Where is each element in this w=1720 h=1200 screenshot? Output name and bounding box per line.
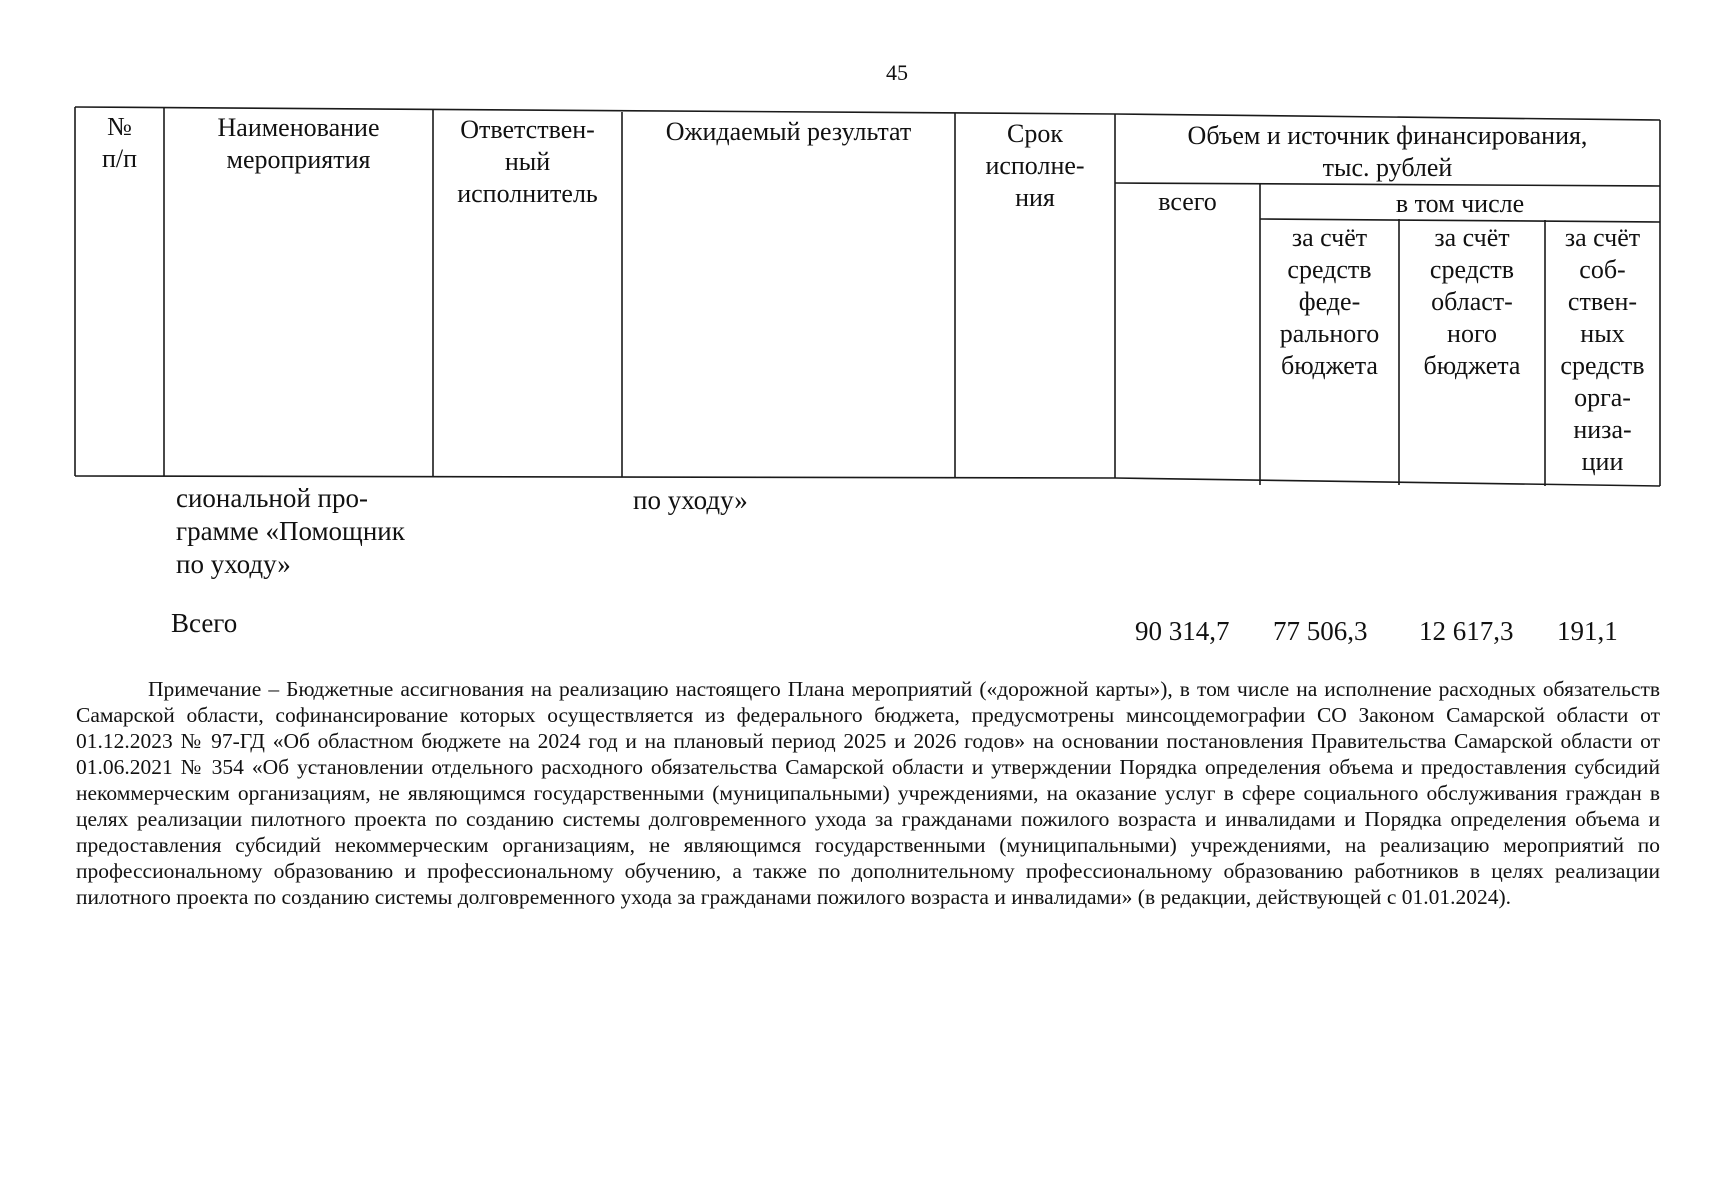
header-funding: Объем и источник финансирования, тыс. рублей	[1187, 121, 1588, 182]
budget-note: Примечание – Бюджетные ассигнования на реализацию настоящего Плана мероприятий («дорожной карты»), в том числе на исполнение расходных обязательств Самарской области, софинансирование которых осуществляется из федерального бюджета, предусмотрены минсоцдемографии СО Законом Самарской области от 01.12.2023 № 97-ГД «Об областном бюджете на 2024 год и на плановый период 2025 и 2026 годов» на основании постановления Правительства Самарской области от 01.06.2021 № 354 «Об установлении отдельного расходного обязательства Самарской области и утверждении Порядка определения объема и предоставления субсидий некоммерческим организациям, не являющимся государственными (муниципальными) учреждениями, на оказание услуг в сфере социального обслуживания граждан в целях реализации пилотного проекта по созданию системы долговременного ухода за гражданами пожилого возраста и инвалидами и Порядка определения объема и предоставления субсидий некоммерческим организациям, не являющимся государственными (муниципальными) учреждениями, на реализацию мероприятий по профессиональному образованию и профессиональному обучению, а также по дополнительному профессиональному образованию работников в целях реализации пилотного проекта по созданию системы долговременного ухода за гражданами пожилого возраста и инвалидами» (в редакции, действующей с 01.01.2024).	[76, 677, 1660, 909]
header-federal-budget: за счёт средств феде- рального бюджета	[1279, 223, 1380, 380]
header-own-funds: за счёт соб- ствен- ных средств орга- низа- ции	[1560, 223, 1645, 476]
header-total: всего	[1158, 187, 1217, 216]
header-event-name: Наименование мероприятия	[217, 113, 380, 174]
continued-event-name: сиональной про- грамме «Помощник по уходу»	[176, 483, 405, 579]
header-regional-budget: за счёт средств област- ного бюджета	[1423, 223, 1521, 380]
continued-expected-result: по уходу»	[633, 485, 748, 515]
total-label: Всего	[171, 608, 238, 638]
total-own: 191,1	[1557, 616, 1618, 646]
header-responsible: Ответствен- ный исполнитель	[457, 115, 598, 208]
page-number: 45	[886, 60, 908, 85]
total-regional: 12 617,3	[1419, 616, 1514, 646]
header-deadline: Срок исполне- ния	[985, 119, 1085, 212]
header-expected-result: Ожидаемый результат	[665, 117, 912, 146]
total-all: 90 314,7	[1135, 616, 1230, 646]
header-including: в том числе	[1395, 189, 1525, 218]
header-number: № п/п	[101, 112, 138, 173]
total-federal: 77 506,3	[1273, 616, 1368, 646]
